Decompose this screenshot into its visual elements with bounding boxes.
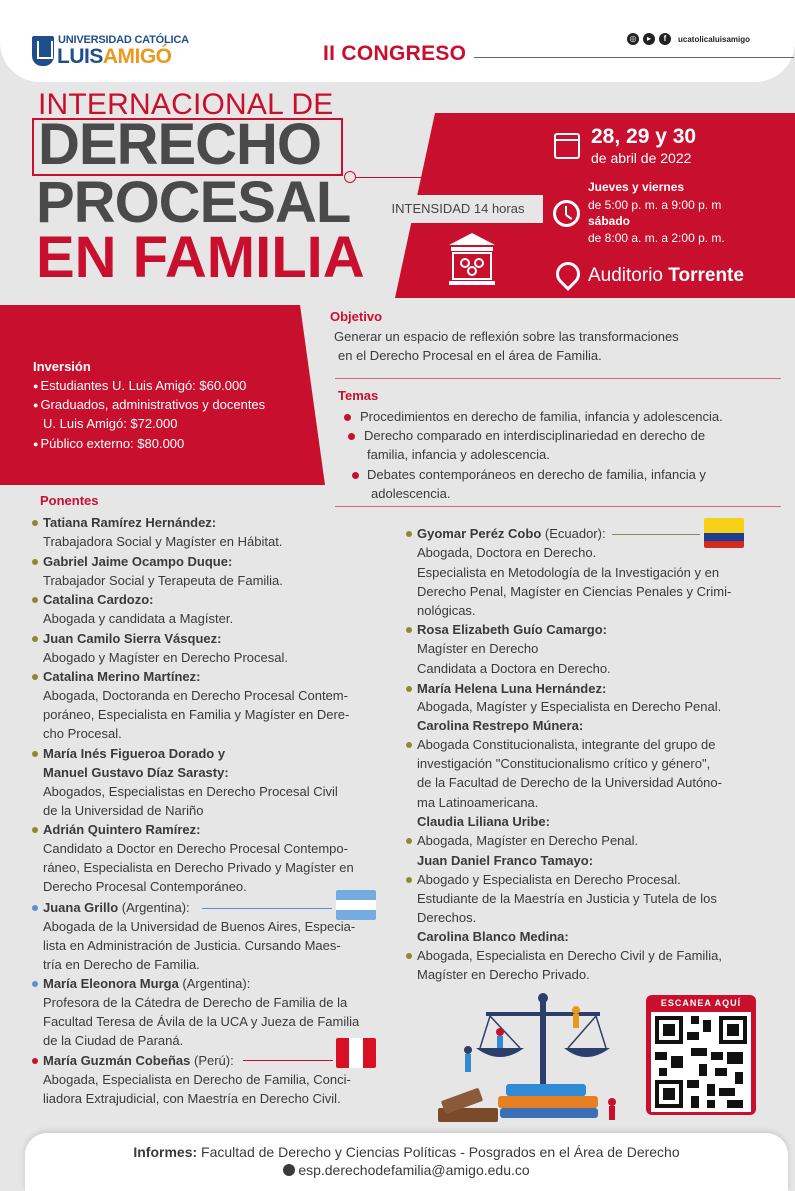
inversion-item: ● Público externo: $80.000 — [33, 436, 184, 451]
inversion-item: ● Graduados, administrativos y docentes — [33, 397, 265, 412]
bullet-icon — [32, 597, 38, 603]
speaker-name: María Eleonora Murga (Argentina): — [43, 976, 251, 991]
speaker-desc: Abogada de la Universidad de Buenos Aires, Especia- — [43, 919, 356, 934]
bullet-icon — [406, 531, 412, 537]
speaker-desc: Abogada, Especialista en Derecho de Familia, Conci- — [43, 1072, 351, 1087]
speaker-name: Juan Daniel Franco Tamayo: — [417, 853, 594, 868]
bullet-icon — [344, 414, 351, 421]
speaker-name: Manuel Gustavo Díaz Sarasty: — [43, 765, 229, 780]
speaker-desc: ma Latinoamericana. — [417, 795, 539, 810]
shield-icon — [32, 36, 54, 66]
speaker-desc: Facultad Teresa de Ávila de la UCA y Jueza de Familia — [43, 1014, 360, 1029]
objetivo-title: Objetivo — [330, 309, 383, 324]
title-line-3: PROCESAL — [36, 170, 351, 235]
objetivo-text: Generar un espacio de reflexión sobre las transformaciones — [334, 329, 679, 344]
mail-icon — [283, 1164, 295, 1176]
schedule-days-2: sábado — [588, 214, 631, 228]
bullet-icon — [32, 636, 38, 642]
qr-label: ESCANEA AQUÍ — [660, 998, 742, 1008]
schedule-time-1: de 5:00 p. m. a 9:00 p. m — [588, 198, 722, 212]
speaker-name: María Helena Luna Hernández: — [417, 681, 607, 696]
flag-connector — [243, 1060, 333, 1061]
speaker-desc: Derechos. — [417, 910, 477, 925]
objetivo-text: en el Derecho Procesal en el área de Familia. — [338, 348, 602, 363]
bullet-icon — [32, 520, 38, 526]
inversion-item: ● Estudiantes U. Luis Amigó: $60.000 — [33, 378, 246, 393]
bullet-icon — [406, 686, 412, 692]
speaker-desc: poráneo, Especialista en Familia y Magíster en Dere- — [43, 707, 350, 722]
argentina-flag-icon — [336, 890, 376, 920]
bullet-icon — [32, 674, 38, 680]
speaker-name: Claudia Liliana Uribe: — [417, 814, 550, 829]
event-venue: Auditorio Torrente — [588, 265, 744, 286]
flag-connector — [202, 908, 332, 909]
speaker-desc: liadora Extrajudicial, con Maestría en Derecho Civil. — [43, 1091, 341, 1106]
speaker-desc: de la Universidad de Nariño — [43, 803, 204, 818]
peru-flag-icon — [336, 1038, 376, 1068]
schedule-time-2: de 8:00 a. m. a 2:00 p. m. — [588, 231, 725, 245]
clock-icon — [553, 200, 580, 227]
section-divider — [335, 506, 781, 507]
bullet-icon — [32, 559, 38, 565]
speaker-desc: tría en Derecho de Familia. — [43, 957, 200, 972]
speaker-name: Catalina Cardozo: — [43, 592, 154, 607]
speaker-desc: Trabajadora Social y Magíster en Hábitat. — [43, 534, 283, 549]
logo-top-text: UNIVERSIDAD CATÓLICA — [58, 34, 189, 46]
qr-code[interactable] — [651, 1012, 751, 1112]
speaker-name: Rosa Elizabeth Guío Camargo: — [417, 622, 607, 637]
bullet-icon — [32, 1058, 38, 1064]
bullet-icon — [32, 751, 38, 757]
speaker-name: María Guzmán Cobeñas (Perú): — [43, 1053, 234, 1068]
speaker-desc: Abogados, Especialistas en Derecho Procesal Civil — [43, 784, 338, 799]
event-dates: 28, 29 y 30 — [591, 125, 697, 148]
schedule-days-1: Jueves y viernes — [588, 180, 685, 194]
speaker-desc: lista en Administración de Justicia. Cursando Maes- — [43, 938, 341, 953]
footer-info: Informes: Facultad de Derecho y Ciencias Políticas - Posgrados en el Área de Derecho — [133, 1144, 680, 1160]
speaker-name: Tatiana Ramírez Hernández: — [43, 515, 217, 530]
bullet-icon — [32, 905, 38, 911]
speaker-name: Catalina Merino Martínez: — [43, 669, 201, 684]
speaker-name: Carolina Blanco Medina: — [417, 929, 569, 944]
speaker-desc: investigación "Constitucionalismo crítico y género", — [417, 756, 711, 771]
inversion-title: Inversión — [33, 359, 91, 374]
flag-connector — [612, 534, 700, 535]
youtube-icon[interactable]: ▸ — [643, 33, 655, 45]
bullet-icon — [406, 627, 412, 633]
inversion-panel — [0, 305, 325, 485]
connector-line — [355, 177, 425, 178]
speaker-desc: Profesora de la Cátedra de Derecho de Familia de la — [43, 995, 348, 1010]
speaker-desc: nológicas. — [417, 603, 476, 618]
speaker-name: Gyomar Peréz Cobo (Ecuador): — [417, 526, 606, 541]
temas-title: Temas — [338, 388, 379, 403]
facebook-icon[interactable]: f — [659, 33, 671, 45]
speaker-desc: cho Procesal. — [43, 726, 122, 741]
title-line-2: DERECHO — [38, 112, 322, 177]
speaker-desc: Abogado y Magíster en Derecho Procesal. — [43, 650, 288, 665]
speaker-name: María Inés Figueroa Dorado y — [43, 746, 226, 761]
tema-item: Debates contemporáneos en derecho de familia, infancia y — [367, 467, 706, 482]
bullet-icon — [32, 827, 38, 833]
speaker-desc: Abogada, Doctoranda en Derecho Procesal Contem- — [43, 688, 348, 703]
speaker-desc: Candidata a Doctora en Derecho. — [417, 661, 611, 676]
bullet-icon — [406, 838, 412, 844]
instagram-icon[interactable]: ◎ — [627, 33, 639, 45]
ecuador-flag-icon — [704, 518, 744, 548]
speaker-desc: Especialista en Metodología de la Investigación y en — [417, 565, 720, 580]
divider — [474, 57, 794, 58]
bullet-icon — [348, 433, 355, 440]
speaker-desc: Candidato a Doctor en Derecho Procesal Contempo- — [43, 841, 348, 856]
speaker-name: Juan Camilo Sierra Vásquez: — [43, 631, 222, 646]
title-line-1: INTERNACIONAL DE — [38, 88, 334, 121]
family-building-icon — [447, 231, 497, 287]
intensity-label: INTENSIDAD 14 horas — [373, 195, 543, 223]
speaker-desc: Magíster en Derecho — [417, 641, 539, 656]
speaker-name: Juana Grillo (Argentina): — [43, 900, 190, 915]
bullet-icon — [406, 953, 412, 959]
university-logo[interactable] — [32, 34, 192, 70]
speaker-desc: Abogada, Doctora en Derecho. — [417, 545, 597, 560]
speaker-desc: Abogada, Especialista en Derecho Civil y de Familia, — [417, 948, 722, 963]
bullet-icon — [406, 742, 412, 748]
social-links — [627, 33, 750, 45]
social-handle: ucatolicaluisamigo — [678, 34, 751, 44]
speaker-desc: Abogada, Magíster en Derecho Penal. — [417, 833, 639, 848]
title-line-4: EN FAMILIA — [36, 225, 365, 290]
calendar-icon — [554, 133, 580, 159]
speaker-desc: Abogada Constitucionalista, integrante del grupo de — [417, 737, 716, 752]
speaker-desc: ráneo, Especialista en Derecho Privado y Magíster en — [43, 860, 354, 875]
justice-scale-illustration — [428, 990, 638, 1130]
bullet-icon — [32, 981, 38, 987]
speaker-desc: Derecho Procesal Contemporáneo. — [43, 879, 247, 894]
speaker-desc: Abogada y candidata a Magíster. — [43, 611, 234, 626]
footer-email[interactable]: esp.derechodefamilia@amigo.edu.co — [25, 1162, 788, 1178]
speaker-desc: Magíster en Derecho Privado. — [417, 967, 590, 982]
congreso-label: II CONGRESO — [323, 42, 467, 65]
speaker-desc: Derecho Penal, Magíster en Ciencias Penales y Crimi- — [417, 584, 732, 599]
inversion-item-cont: U. Luis Amigó: $72.000 — [43, 416, 178, 431]
section-divider — [335, 378, 781, 379]
event-month: de abril de 2022 — [591, 150, 692, 166]
tema-item: Derecho comparado en interdisciplinariedad en derecho de — [364, 428, 706, 443]
bullet-icon — [406, 877, 412, 883]
speaker-desc: de la Facultad de Derecho de la Universidad Autóno- — [417, 775, 722, 790]
speaker-desc: Trabajador Social y Terapeuta de Familia. — [43, 573, 283, 588]
tema-item-cont: familia, infancia y adolescencia. — [367, 447, 550, 462]
tema-item: Procedimientos en derecho de familia, infancia y adolescencia. — [360, 409, 723, 424]
bullet-icon — [352, 472, 359, 479]
speaker-desc: Abogado y Especialista en Derecho Procesal. — [417, 872, 681, 887]
ponentes-title: Ponentes — [40, 493, 99, 508]
speaker-desc: Estudiante de la Maestría en Justicia y Tutela de los — [417, 891, 717, 906]
speaker-name: Gabriel Jaime Ocampo Duque: — [43, 554, 233, 569]
speaker-desc: Abogada, Magíster y Especialista en Derecho Penal. — [417, 699, 722, 714]
logo-name: LUISAMIGÓ — [57, 45, 172, 68]
speaker-name: Carolina Restrepo Múnera: — [417, 718, 584, 733]
speaker-desc: de la Ciudad de Paraná. — [43, 1033, 184, 1048]
speaker-name: Adrián Quintero Ramírez: — [43, 822, 201, 837]
tema-item-cont: adolescencia. — [371, 486, 451, 501]
